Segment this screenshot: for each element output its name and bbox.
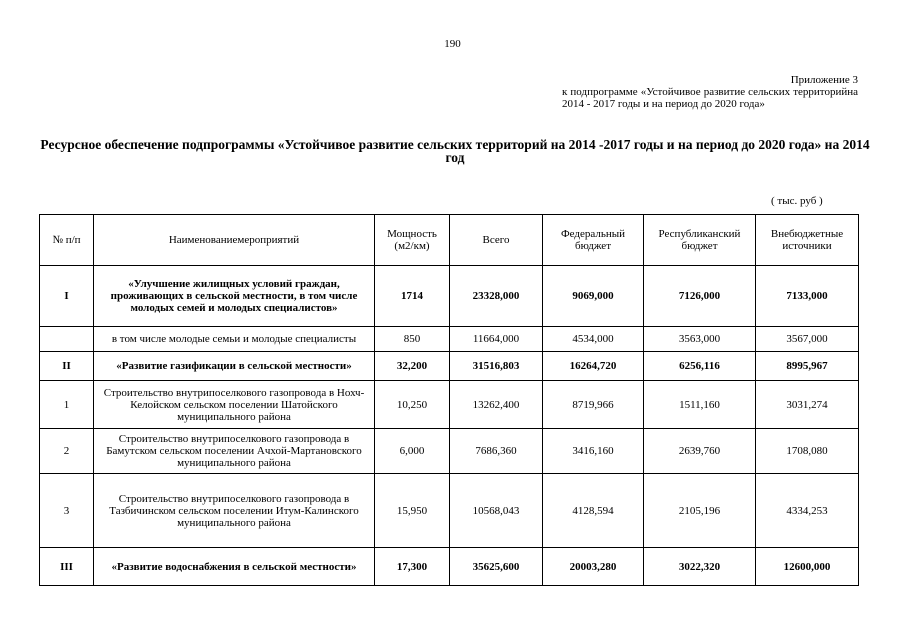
row-num: III — [40, 548, 94, 586]
row-name: «Развитие газификации в сельской местности» — [94, 352, 375, 381]
row-num: II — [40, 352, 94, 381]
row-federal: 4128,594 — [543, 474, 644, 548]
row-republic: 1511,160 — [644, 381, 756, 429]
row-total: 11664,000 — [450, 327, 543, 352]
header-num: № п/п — [40, 215, 94, 266]
row-num — [40, 327, 94, 352]
row-num: 1 — [40, 381, 94, 429]
header-total: Всего — [450, 215, 543, 266]
row-extra: 4334,253 — [756, 474, 859, 548]
table-row — [40, 266, 859, 327]
appendix-text: к подпрограмме «Устойчивое развитие сельских территорийна 2014 - 2017 годы и на период до 2020 года» — [562, 86, 858, 110]
row-capacity: 10,250 — [375, 381, 450, 429]
row-capacity: 1714 — [375, 266, 450, 327]
row-federal: 16264,720 — [543, 352, 644, 381]
page-number: 190 — [444, 38, 461, 50]
row-num: 2 — [40, 429, 94, 474]
table-row — [40, 474, 859, 548]
appendix-note — [562, 74, 858, 110]
header-federal: Федеральный бюджет — [543, 215, 644, 266]
header-capacity: Мощность (м2/км) — [375, 215, 450, 266]
row-capacity: 15,950 — [375, 474, 450, 548]
row-republic: 3022,320 — [644, 548, 756, 586]
row-name: Строительство внутрипоселкового газопровода в Нохч- Келойском сельском поселении Шатойского муниципального района — [94, 381, 375, 429]
row-republic: 7126,000 — [644, 266, 756, 327]
row-federal: 9069,000 — [543, 266, 644, 327]
row-extra: 1708,080 — [756, 429, 859, 474]
row-extra: 7133,000 — [756, 266, 859, 327]
appendix-title: Приложение 3 — [790, 74, 858, 86]
row-capacity: 6,000 — [375, 429, 450, 474]
resource-table — [39, 214, 859, 586]
row-total: 35625,600 — [450, 548, 543, 586]
table-row — [40, 352, 859, 381]
table-row — [40, 381, 859, 429]
row-federal: 8719,966 — [543, 381, 644, 429]
row-name: «Развитие водоснабжения в сельской местности» — [94, 548, 375, 586]
table-row — [40, 327, 859, 352]
row-capacity: 850 — [375, 327, 450, 352]
row-name: в том числе молодые семьи и молодые специалисты — [94, 327, 375, 352]
row-republic: 6256,116 — [644, 352, 756, 381]
row-total: 10568,043 — [450, 474, 543, 548]
units-label: ( тыс. руб ) — [771, 195, 823, 207]
table-row — [40, 548, 859, 586]
row-federal: 20003,280 — [543, 548, 644, 586]
row-federal: 3416,160 — [543, 429, 644, 474]
row-total: 23328,000 — [450, 266, 543, 327]
header-republic: Республиканский бюджет — [644, 215, 756, 266]
row-capacity: 17,300 — [375, 548, 450, 586]
row-num: I — [40, 266, 94, 327]
row-extra: 3567,000 — [756, 327, 859, 352]
row-republic: 2639,760 — [644, 429, 756, 474]
row-name: Строительство внутрипоселкового газопровода в Тазбичинском сельском поселении Итум-Калинского муниципального района — [94, 474, 375, 548]
row-name: Строительство внутрипоселкового газопровода в Бамутском сельском поселении Ачхой-Мартановского муниципального района — [94, 429, 375, 474]
row-extra: 12600,000 — [756, 548, 859, 586]
row-extra: 3031,274 — [756, 381, 859, 429]
row-republic: 3563,000 — [644, 327, 756, 352]
header-extra: Внебюджетные источники — [756, 215, 859, 266]
row-capacity: 32,200 — [375, 352, 450, 381]
table-row — [40, 429, 859, 474]
document-title: Ресурсное обеспечение подпрограммы «Устойчивое развитие сельских территорий на 2014 -2017 годы и на период до 2020 года» на 2014 год — [40, 137, 870, 165]
row-republic: 2105,196 — [644, 474, 756, 548]
row-total: 13262,400 — [450, 381, 543, 429]
row-federal: 4534,000 — [543, 327, 644, 352]
row-extra: 8995,967 — [756, 352, 859, 381]
row-total: 31516,803 — [450, 352, 543, 381]
row-name: «Улучшение жилищных условий граждан, проживающих в сельской местности, в том числе молодых семей и молодых специалистов» — [94, 266, 375, 327]
row-total: 7686,360 — [450, 429, 543, 474]
header-name: Наименованиемероприятий — [94, 215, 375, 266]
row-num: 3 — [40, 474, 94, 548]
table-header-row — [40, 215, 859, 266]
